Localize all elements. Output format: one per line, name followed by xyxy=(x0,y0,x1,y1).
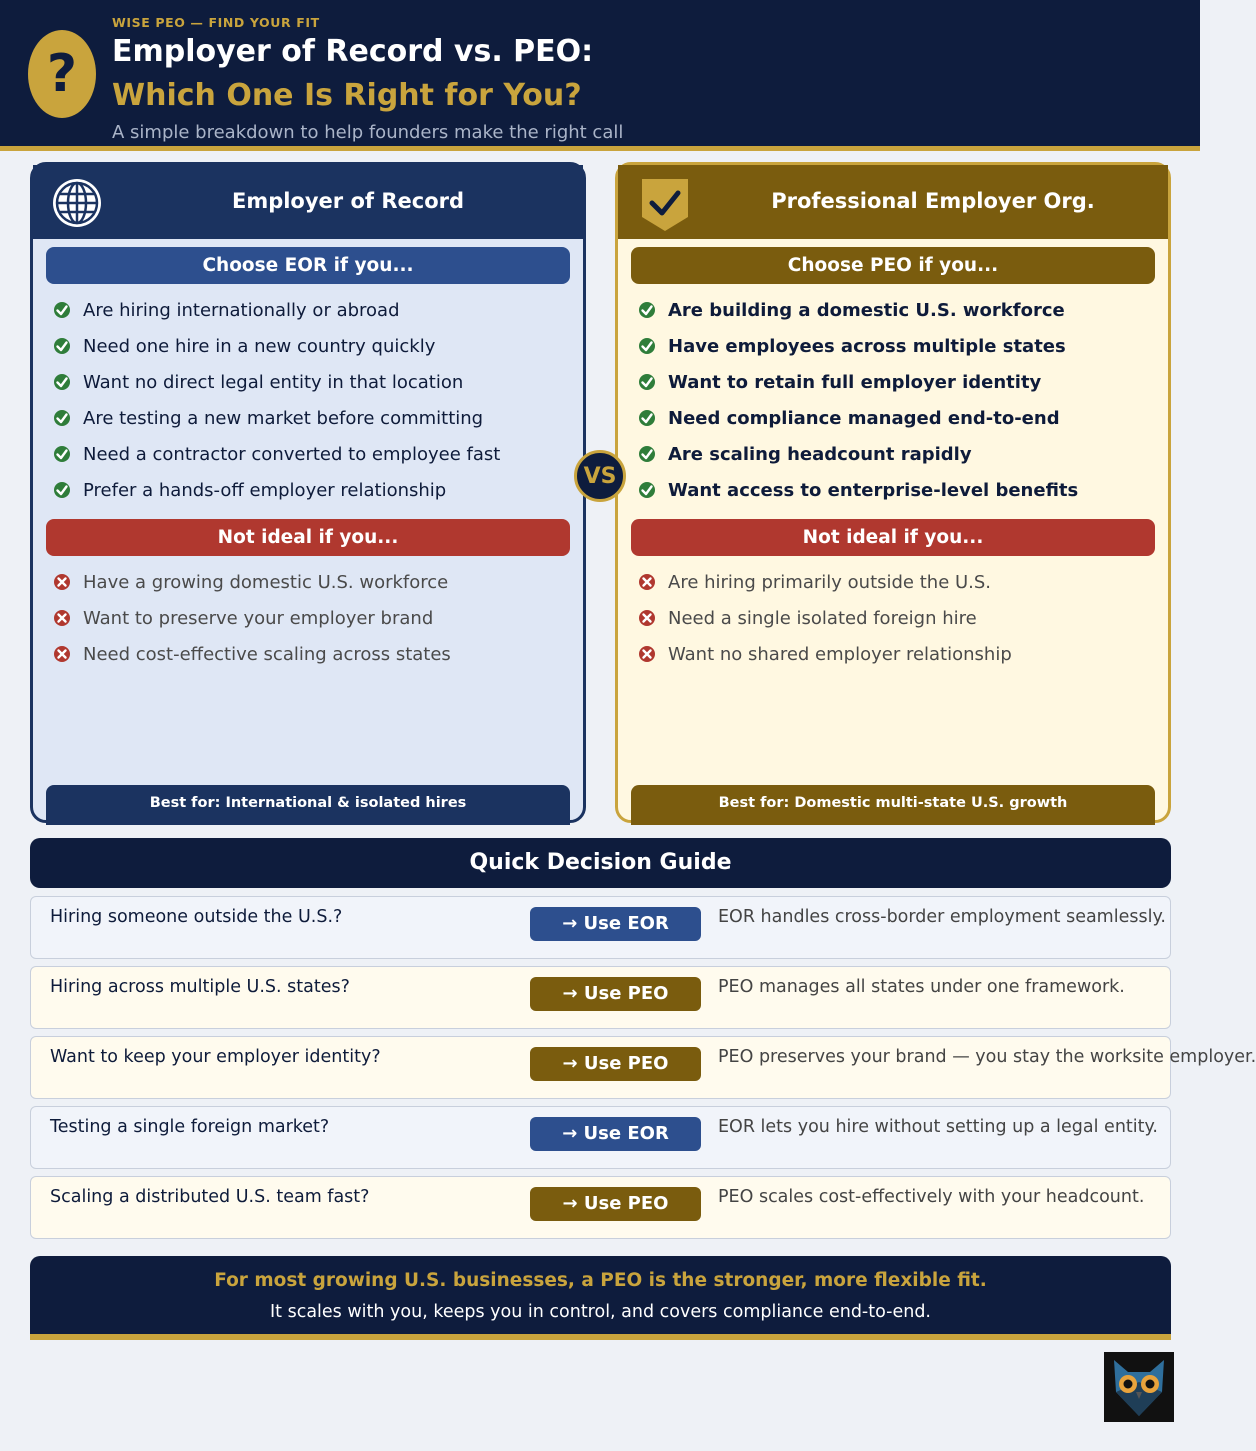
x-mark-icon xyxy=(53,645,71,663)
check-icon xyxy=(53,481,71,499)
decision-reason: EOR handles cross-border employment seamlessly. xyxy=(718,907,1166,927)
not-ideal-item xyxy=(638,603,977,633)
callout-accent-bar xyxy=(30,1334,1171,1340)
decision-reason: PEO preserves your brand — you stay the worksite employer. xyxy=(718,1047,1256,1067)
decision-row xyxy=(30,1036,1256,1099)
criteria-item xyxy=(53,331,435,361)
x-mark-icon xyxy=(638,573,656,591)
page-header xyxy=(0,0,1200,146)
summary-callout xyxy=(30,1256,1171,1334)
item-label: Are hiring primarily outside the U.S. xyxy=(668,571,992,593)
check-icon xyxy=(53,373,71,391)
callout-body: It scales with you, keeps you in control, and covers compliance end-to-end. xyxy=(270,1302,931,1322)
eor-not-ideal-heading: Not ideal if you... xyxy=(46,519,570,556)
eor-card-title: Employer of Record xyxy=(231,189,465,213)
use-eor-button[interactable]: → Use EOR xyxy=(530,907,701,941)
check-icon xyxy=(638,373,656,391)
not-ideal-item xyxy=(53,639,451,669)
decision-row xyxy=(30,966,1171,1029)
criteria-item xyxy=(638,331,1066,361)
criteria-item xyxy=(53,475,446,505)
item-label: Want to retain full employer identity xyxy=(668,371,1042,393)
x-mark-icon xyxy=(638,645,656,663)
check-icon xyxy=(53,301,71,319)
criteria-item xyxy=(53,295,400,325)
item-label: Need a single isolated foreign hire xyxy=(668,607,977,629)
item-label: Are building a domestic U.S. workforce xyxy=(668,299,1065,321)
decision-question: Scaling a distributed U.S. team fast? xyxy=(50,1187,370,1207)
page-title-secondary: Which One Is Right for You? xyxy=(112,78,582,113)
peo-not-ideal-heading: Not ideal if you... xyxy=(631,519,1155,556)
eor-choose-heading: Choose EOR if you... xyxy=(46,247,570,284)
check-icon xyxy=(53,337,71,355)
item-label: Are hiring internationally or abroad xyxy=(83,299,400,321)
peo-card xyxy=(615,162,1171,823)
decision-row xyxy=(30,1106,1171,1169)
criteria-item xyxy=(53,403,483,433)
item-label: Need compliance managed end-to-end xyxy=(668,407,1060,429)
item-label: Need cost-effective scaling across states xyxy=(83,643,451,665)
decision-reason: PEO scales cost-effectively with your headcount. xyxy=(718,1187,1145,1207)
question-mark-icon: ? xyxy=(28,30,96,118)
criteria-item xyxy=(638,295,1065,325)
criteria-item xyxy=(638,475,1078,505)
not-ideal-item xyxy=(638,639,1012,669)
criteria-item xyxy=(638,367,1041,397)
vs-badge: VS xyxy=(574,450,626,502)
decision-question: Hiring across multiple U.S. states? xyxy=(50,977,350,997)
peo-card-title: Professional Employer Org. xyxy=(771,189,1095,213)
peo-choose-heading: Choose PEO if you... xyxy=(631,247,1155,284)
not-ideal-item xyxy=(53,567,448,597)
check-icon xyxy=(638,481,656,499)
decision-question: Hiring someone outside the U.S.? xyxy=(50,907,343,927)
decision-row xyxy=(30,1176,1171,1239)
item-label: Want no shared employer relationship xyxy=(668,643,1012,665)
owl-logo xyxy=(1104,1352,1174,1422)
check-icon xyxy=(638,301,656,319)
use-peo-button[interactable]: → Use PEO xyxy=(530,1187,701,1221)
eyebrow-text: WISE PEO — FIND YOUR FIT xyxy=(112,15,320,30)
criteria-item xyxy=(53,367,463,397)
not-ideal-item xyxy=(638,567,991,597)
criteria-item xyxy=(638,439,972,469)
x-mark-icon xyxy=(53,609,71,627)
use-peo-button[interactable]: → Use PEO xyxy=(530,1047,701,1081)
criteria-item xyxy=(638,403,1060,433)
check-icon xyxy=(53,409,71,427)
page-subtitle: A simple breakdown to help founders make the right call xyxy=(112,122,624,143)
header-accent-bar xyxy=(0,146,1200,151)
item-label: Are scaling headcount rapidly xyxy=(668,443,972,465)
decision-question: Want to keep your employer identity? xyxy=(50,1047,381,1067)
check-icon xyxy=(638,445,656,463)
x-mark-icon xyxy=(638,609,656,627)
item-label: Want to preserve your employer brand xyxy=(83,607,434,629)
eor-card xyxy=(30,162,586,823)
use-peo-button[interactable]: → Use PEO xyxy=(530,977,701,1011)
peo-card-header xyxy=(618,165,1168,239)
decision-reason: PEO manages all states under one framework. xyxy=(718,977,1125,997)
use-eor-button[interactable]: → Use EOR xyxy=(530,1117,701,1151)
criteria-item xyxy=(53,439,500,469)
item-label: Want no direct legal entity in that location xyxy=(83,371,464,393)
x-mark-icon xyxy=(53,573,71,591)
item-label: Are testing a new market before committing xyxy=(83,407,484,429)
check-icon xyxy=(638,337,656,355)
callout-headline: For most growing U.S. businesses, a PEO is the stronger, more flexible fit. xyxy=(214,1270,987,1291)
eor-best-for: Best for: International & isolated hires xyxy=(46,785,570,825)
check-icon xyxy=(53,445,71,463)
decision-reason: EOR lets you hire without setting up a legal entity. xyxy=(718,1117,1158,1137)
globe-icon xyxy=(51,177,103,229)
not-ideal-item xyxy=(53,603,433,633)
item-label: Have a growing domestic U.S. workforce xyxy=(83,571,449,593)
decision-question: Testing a single foreign market? xyxy=(50,1117,330,1137)
shield-check-icon xyxy=(636,173,694,233)
eor-card-header xyxy=(33,165,583,239)
item-label: Need a contractor converted to employee fast xyxy=(83,443,501,465)
peo-best-for: Best for: Domestic multi-state U.S. growth xyxy=(631,785,1155,825)
check-icon xyxy=(638,409,656,427)
page-title: Employer of Record vs. PEO: xyxy=(112,34,594,69)
decision-row xyxy=(30,896,1171,959)
item-label: Have employees across multiple states xyxy=(668,335,1066,357)
item-label: Want access to enterprise-level benefits xyxy=(668,479,1079,501)
item-label: Need one hire in a new country quickly xyxy=(83,335,436,357)
decision-guide-title: Quick Decision Guide xyxy=(30,838,1171,888)
item-label: Prefer a hands-off employer relationship xyxy=(83,479,447,501)
